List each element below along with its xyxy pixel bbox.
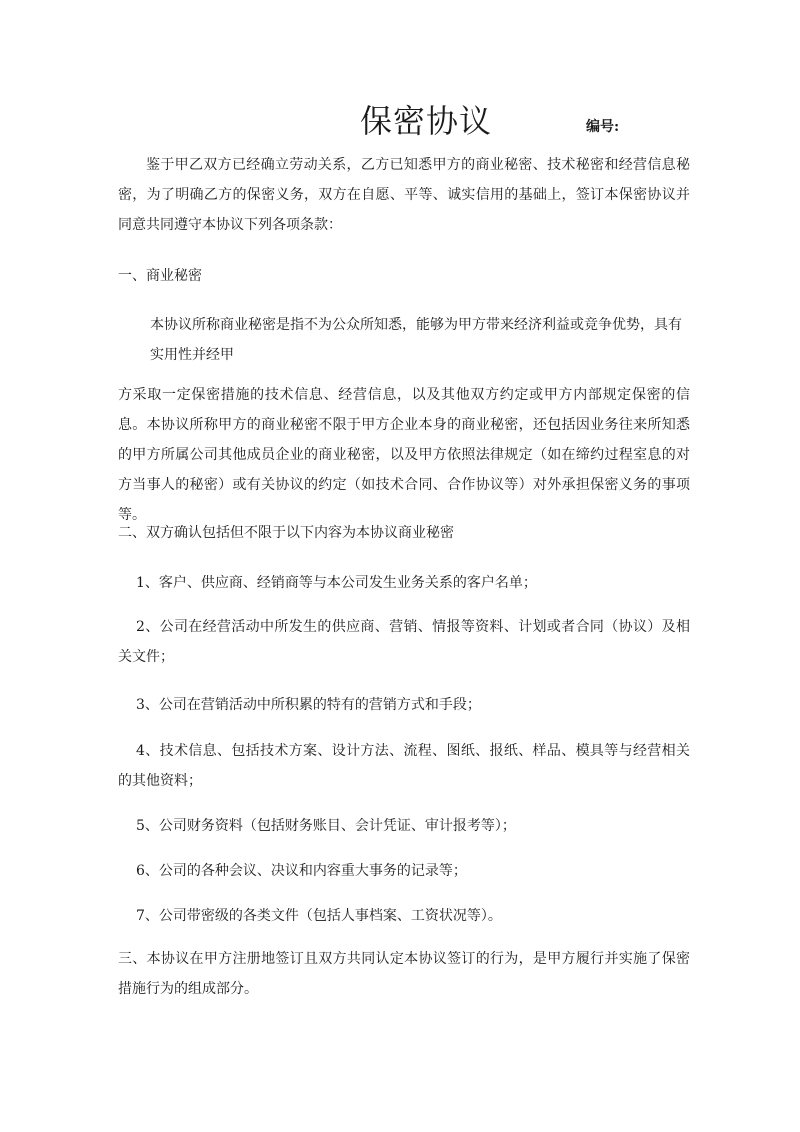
intro-paragraph: 鉴于甲乙双方已经确立劳动关系，乙方已知悉甲方的商业秘密、技术秘密和经营信息秘密，为了明确乙方的保密义务，双方在自愿、平等、诚实信用的基础上，签订本保密协议并同意共同遵守本协议下列各项条款： xyxy=(118,157,690,233)
list-item-6: 6、公司的各种会议、决议和内容重大事务的记录等； xyxy=(136,863,467,879)
list-item-7: 7、公司带密级的各类文件（包括人事档案、工资状况等）。 xyxy=(136,908,502,924)
list-item-2: 2、公司在经营活动中所发生的供应商、营销、情报等资料、计划或者合同（协议）及相关文件； xyxy=(118,619,690,665)
list-item-1: 1、客户、供应商、经销商等与本公司发生业务关系的客户名单； xyxy=(136,575,537,591)
list-item-5: 5、公司财务资料（包括财务账目、会计凭证、审计报考等）； xyxy=(136,818,516,834)
list-item-4: 4、技术信息、包括技术方案、设计方法、流程、图纸、报纸、样品、模具等与经营相关的其他资料； xyxy=(118,743,690,789)
section-1-line-2: 实用性并经甲 xyxy=(150,347,234,363)
section-1-heading: 一、商业秘密 xyxy=(118,268,202,284)
document-number-label: 编号: xyxy=(586,119,620,135)
section-3-paragraph: 三、本协议在甲方注册地签订且双方共同认定本协议签订的行为，是甲方履行并实施了保密措施行为的组成部分。 xyxy=(118,951,690,997)
list-item-3: 3、公司在营销活动中所积累的特有的营销方式和手段； xyxy=(136,697,481,713)
section-1-continuation: 方采取一定保密措施的技术信息、经营信息，以及其他双方约定或甲方内部规定保密的信息。本协议所称甲方的商业秘密不限于甲方企业本身的商业秘密，还包括因业务往来所知悉的甲方所属公司其他成员企业的商业秘密，以及甲方依照法律规定（如在缔约过程室息的对方当事人的秘密）或有关协议的约定（如技术合同、合作协议等）对外承担保密义务的事项等。 xyxy=(118,387,690,523)
section-2-heading: 二、双方确认包括但不限于以下内容为本协议商业秘密 xyxy=(118,525,454,541)
document-title: 保密协议 xyxy=(360,102,493,140)
section-1-line-1: 本协议所称商业秘密是指不为公众所知悉，能够为甲方带来经济利益或竞争优势，具有 xyxy=(150,317,682,333)
